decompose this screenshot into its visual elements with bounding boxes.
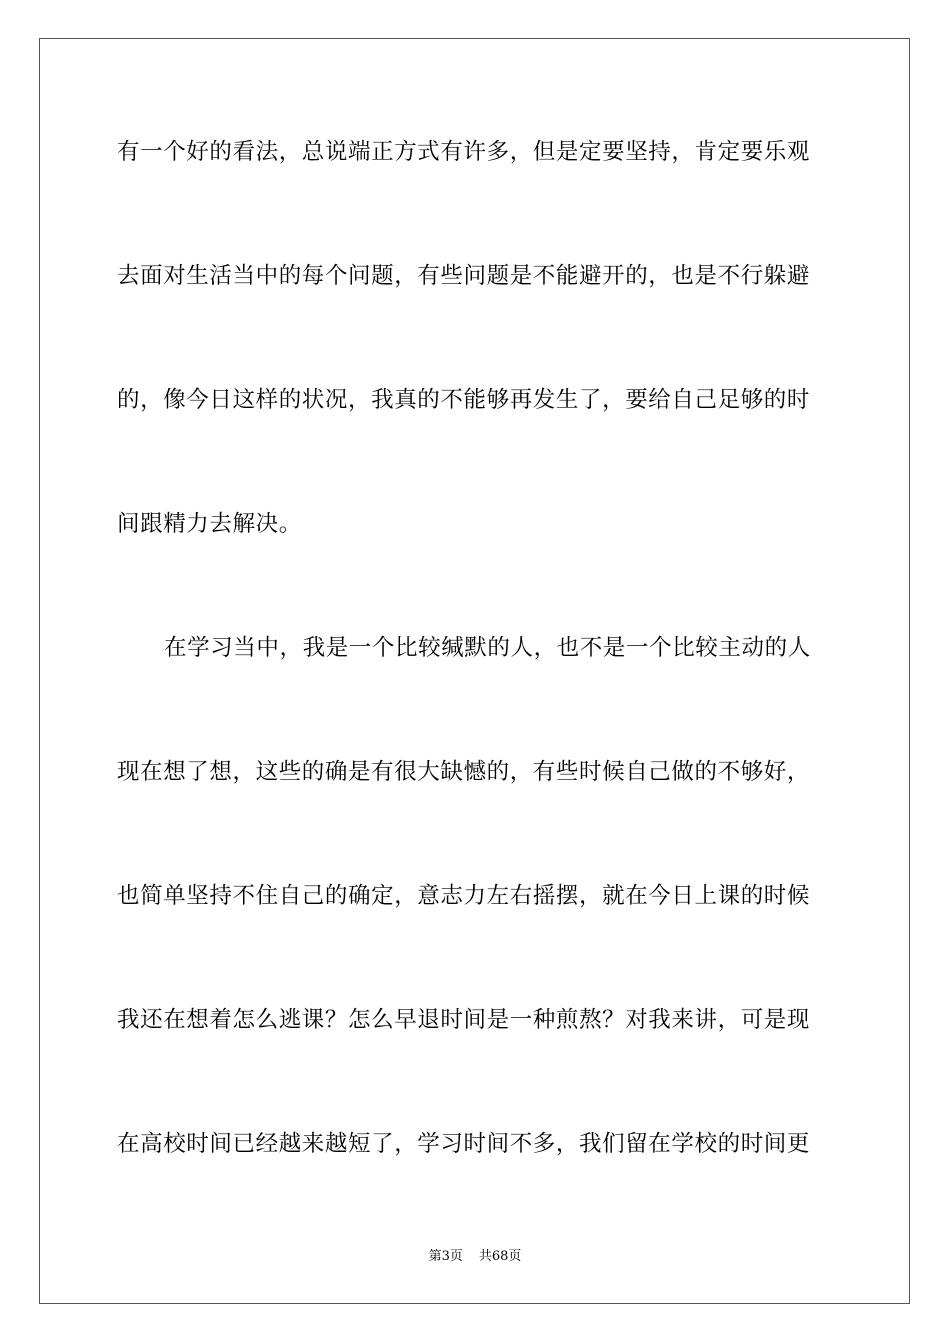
text-line: 在高校时间已经越来越短了，学习时间不多，我们留在学校的时间更 — [117, 1131, 811, 1157]
page-footer — [0, 1248, 950, 1266]
text-line: 的，像今日这样的状况，我真的不能够再发生了，要给自己足够的时 — [117, 387, 811, 413]
page-border — [39, 38, 910, 1304]
page-total: 共68页 — [478, 1249, 522, 1264]
text-line: 我还在想着怎么逃课？怎么早退时间是一种煎熬？对我来讲，可是现 — [117, 1007, 811, 1033]
text-line: 现在想了想，这些的确是有很大缺憾的，有些时候自己做的不够好， — [117, 759, 811, 785]
text-line: 间跟精力去解决。 — [117, 511, 302, 537]
paragraph-start-line: 在学习当中，我是一个比较缄默的人，也不是一个比较主动的人 — [164, 635, 811, 661]
page-number: 第3页 — [428, 1249, 463, 1264]
text-line: 有一个好的看法，总说端正方式有许多，但是定要坚持，肯定要乐观 — [117, 139, 811, 165]
text-line: 也简单坚持不住自己的确定，意志力左右摇摆，就在今日上课的时候 — [117, 883, 811, 909]
text-line: 去面对生活当中的每个问题，有些问题是不能避开的，也是不行躲避 — [117, 263, 811, 289]
